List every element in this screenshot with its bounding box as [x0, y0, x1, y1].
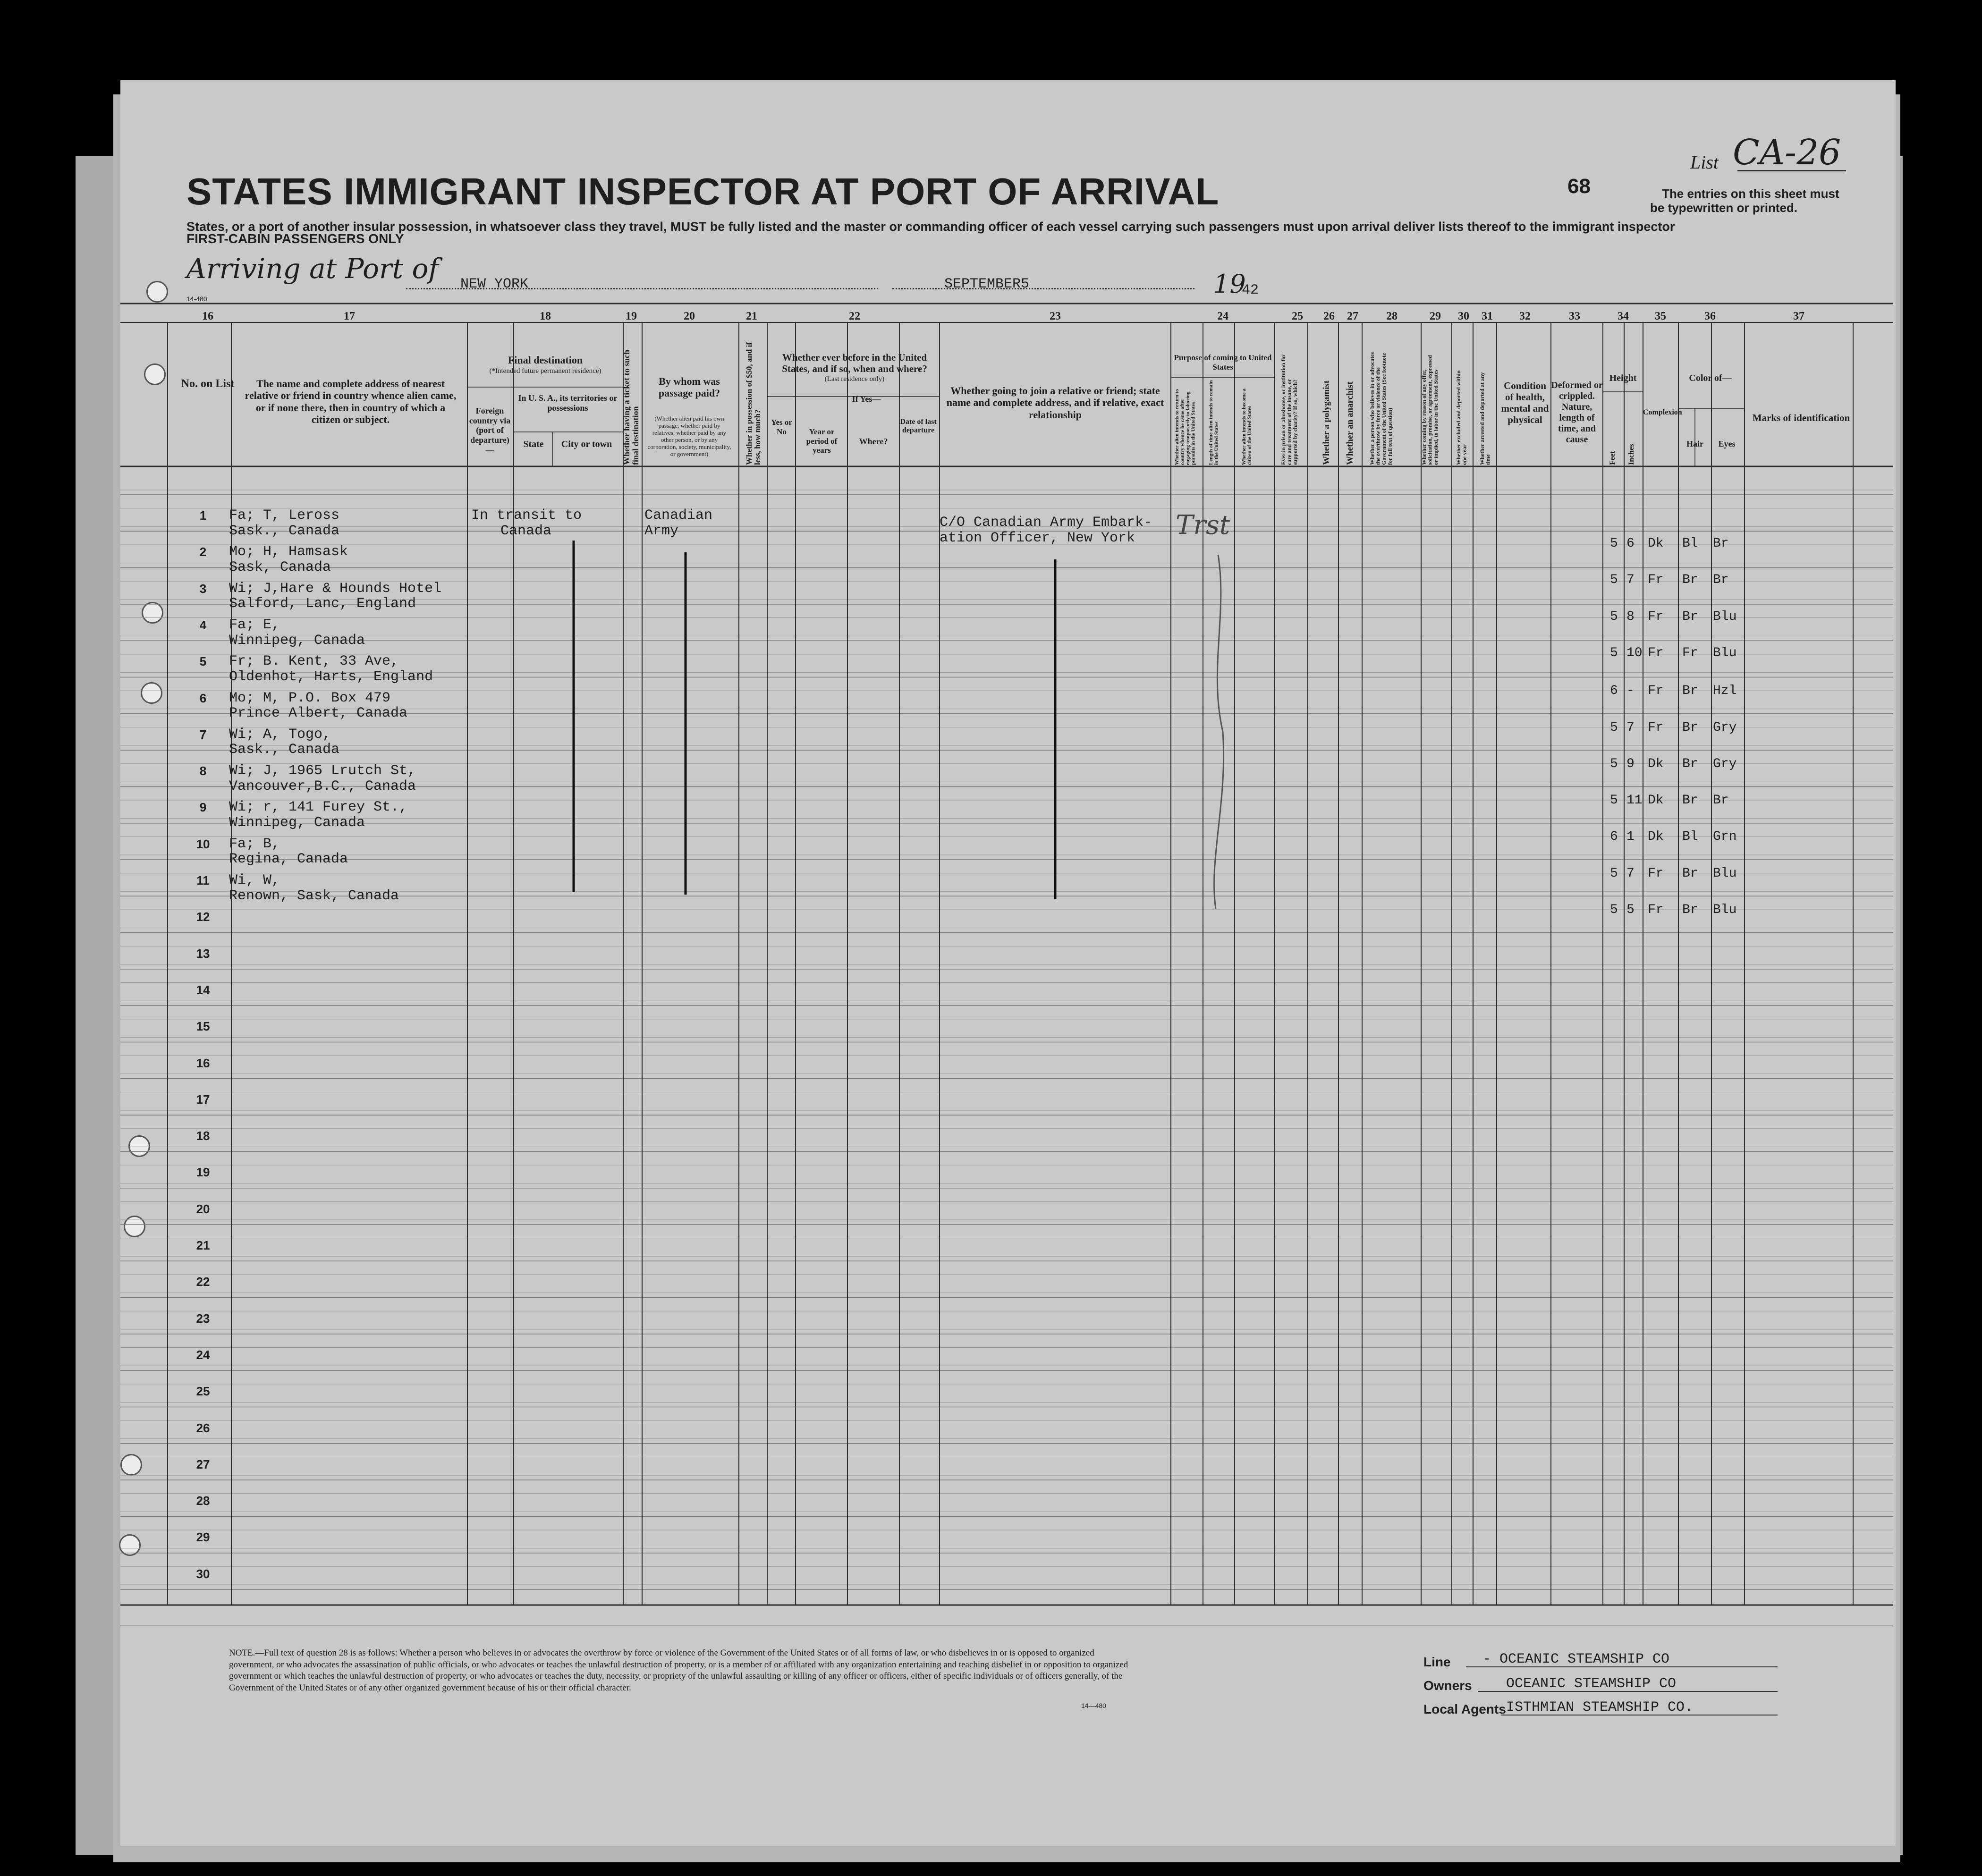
physical-hair: Br [1682, 903, 1698, 917]
agents-value: ISTHMIAN STEAMSHIP CO. [1506, 1699, 1694, 1715]
relative-line: Fa; B, [229, 836, 280, 852]
header-before: Whether ever before in the United States, and if so, when and where? [782, 352, 927, 375]
col-num-28: 28 [1386, 310, 1398, 322]
header-ticket: Whether having a ticket to such final destination [622, 349, 640, 465]
physical-inches: 6 [1626, 536, 1635, 551]
port-value: NEW YORK [460, 276, 529, 292]
owners-value: OCEANIC STEAMSHIP CO [1506, 1676, 1677, 1692]
footnote-q28: NOTE.—Full text of question 28 is as follows: Whether a person who believes in or advocates the overthrow by force or violence of the Government of the United States or of all forms of law, or who disbelieves in or is opposed to organized government, or who advocates the assassination of public officials, or who advocates or teaches the unlawful destruction of property, or is a member of or affiliated with any organization entertaining and teaching disbelief in or opposition to organized government or which teaches the unlawful destruction of property, or who advocates or teaches the duty, necessity, or propriety of the unlawful assaulting or killing of any officer or officers, either of specific individuals or of officers generally, of the Government of the United States or of any other organized government because of his or their official character. [229, 1648, 1128, 1693]
relative-line: Wi; A, Togo, [229, 726, 331, 743]
physical-eyes: Br [1713, 573, 1729, 588]
relative-line: Salford, Lanc, England [229, 596, 416, 612]
header-money: Whether in possession of $50, and if less, how much? [745, 342, 762, 465]
physical-inches: 8 [1626, 609, 1635, 624]
physical-feet: 5 [1610, 793, 1618, 808]
row-number: 2 [199, 545, 207, 559]
row-number: 25 [196, 1384, 210, 1399]
col-num-36: 36 [1704, 310, 1716, 322]
physical-feet: 5 [1610, 866, 1618, 881]
relative-line: Wi; J, 1965 Lrutch St, [229, 763, 416, 779]
row-number: 29 [196, 1530, 210, 1545]
header-marks: Marks of identification [1752, 412, 1850, 423]
relative-line: Fa; E, [229, 617, 280, 633]
relative-line: Sask., Canada [229, 523, 340, 539]
relative-line: Oldenhot, Harts, England [229, 668, 433, 685]
row-number: 26 [196, 1420, 210, 1435]
physical-feet: 5 [1610, 645, 1618, 660]
row-number: 9 [199, 800, 207, 815]
row-number: 13 [196, 946, 210, 961]
physical-eyes: Blu [1713, 866, 1737, 881]
header-q31: Whether arrested and deported at any time [1479, 372, 1491, 465]
relative-line: Sask, Canada [229, 559, 331, 575]
col-num-22: 22 [849, 310, 860, 322]
row-number: 12 [196, 910, 210, 924]
joining-line-1: C/O Canadian Army Embark- [940, 515, 1152, 531]
header-final-destination: Final destination [508, 354, 583, 366]
col-num-18: 18 [540, 310, 551, 322]
row-number: 4 [199, 617, 207, 632]
relative-line: Sask., Canada [229, 742, 340, 758]
relative-line: Fr; B. Kent, 33 Ave, [229, 653, 399, 670]
physical-hair: Br [1682, 793, 1698, 808]
physical-feet: 6 [1610, 684, 1618, 699]
header-if-yes: If Yes— [852, 394, 881, 404]
header-eyes: Eyes [1718, 439, 1736, 448]
physical-feet: 5 [1610, 573, 1618, 588]
header-purpose-b: Length of time alien intends to remain in the United States [1208, 380, 1220, 465]
physical-inches: 10 [1626, 645, 1643, 660]
row-number: 18 [196, 1129, 210, 1143]
arriving-label: Arriving at Port of [186, 253, 439, 285]
physical-eyes: Hzl [1713, 684, 1737, 699]
physical-complexion: Fr [1648, 573, 1664, 588]
row-number: 3 [199, 581, 207, 596]
header-date-last: Date of last departure [900, 418, 937, 435]
row-number: 19 [196, 1165, 210, 1180]
header-hair: Hair [1686, 439, 1703, 448]
col-num-24: 24 [1217, 310, 1228, 322]
purpose-handwritten: Trst [1176, 510, 1230, 541]
physical-feet: 5 [1610, 756, 1618, 771]
form-code-top: 14-480 [186, 295, 207, 303]
header-final-destination-note: (*Intended future permanent residence) [489, 367, 601, 375]
physical-complexion: Dk [1648, 793, 1664, 808]
header-state: State [523, 439, 544, 449]
header-in-usa: In U. S. A., its territories or possessions [518, 393, 618, 413]
col-num-27: 27 [1347, 310, 1358, 322]
col-num-32: 32 [1519, 310, 1531, 322]
row-number: 10 [196, 837, 210, 851]
physical-hair: Bl [1682, 829, 1698, 845]
relative-line: Mo; H, Hamsask [229, 544, 348, 560]
physical-eyes: Grn [1713, 829, 1737, 845]
page-title: STATES IMMIGRANT INSPECTOR AT PORT OF ARRIVAL [186, 170, 1220, 212]
header-joining: Whether going to join a relative or friend; state name and complete address, and if relative, exact relationship [946, 385, 1164, 421]
physical-inches: 1 [1626, 829, 1635, 845]
date-value: SEPTEMBER5 [944, 276, 1030, 292]
row-number: 11 [196, 873, 210, 887]
relative-line: Fa; T, Leross [229, 507, 340, 524]
passage-line-2: Army [644, 523, 679, 539]
physical-hair: Bl [1682, 536, 1698, 551]
relative-line: Wi, W, [229, 872, 280, 888]
relative-line: Wi; J,Hare & Hounds Hotel [229, 580, 442, 597]
relative-line: Renown, Sask, Canada [229, 887, 399, 904]
col-num-23: 23 [1050, 310, 1061, 322]
col-num-25: 25 [1292, 310, 1303, 322]
col-num-16: 16 [202, 310, 213, 322]
header-city: City or town [561, 439, 612, 449]
physical-inches: 9 [1626, 756, 1635, 771]
row-number: 16 [196, 1056, 210, 1070]
row-number: 21 [196, 1238, 210, 1252]
row-number: 6 [199, 691, 207, 705]
col-num-19: 19 [626, 310, 637, 322]
header-passage-note: (Whether alien paid his own passage, whether paid by relatives, whether paid by any other person, or by any corporation, society, municipality, or government) [647, 415, 731, 457]
relative-line: Prince Albert, Canada [229, 705, 408, 722]
physical-inches: 7 [1626, 573, 1635, 588]
row-number: 28 [196, 1494, 210, 1508]
physical-hair: Br [1682, 684, 1698, 699]
header-no-on-list: No. on List [181, 378, 235, 390]
typed-note-1: The entries on this sheet must [1662, 186, 1839, 201]
instruction-text: States, or a port of another insular possession, in whatsoever class they travel, MUST be fully listed and the master or commanding officer of each vessel carrying such passengers must upon arrival deliver lists thereof to the immigrant inspector [186, 220, 1675, 234]
row-number: 1 [199, 508, 207, 523]
physical-hair: Br [1682, 866, 1698, 881]
row-number: 20 [196, 1201, 210, 1216]
joining-line-2: ation Officer, New York [940, 530, 1135, 546]
physical-eyes: Br [1713, 793, 1729, 808]
relative-line: Winnipeg, Canada [229, 815, 365, 831]
sheet-number: 68 [1567, 175, 1591, 198]
physical-hair: Br [1682, 756, 1698, 771]
header-deformed: Deformed or crippled. Nature, length of time, and cause [1551, 380, 1603, 445]
physical-feet: 5 [1610, 720, 1618, 735]
header-year-period: Year or period of years [806, 427, 838, 455]
physical-complexion: Fr [1648, 866, 1664, 881]
physical-inches: - [1626, 684, 1635, 699]
physical-complexion: Fr [1648, 720, 1664, 735]
col-num-34: 34 [1618, 310, 1629, 322]
typed-note-2: be typewritten or printed. [1650, 201, 1798, 215]
row-number: 30 [196, 1566, 210, 1581]
physical-eyes: Br [1713, 536, 1729, 551]
col-num-29: 29 [1430, 310, 1441, 322]
form-code-bottom: 14—480 [1081, 1702, 1106, 1709]
physical-feet: 5 [1610, 609, 1618, 624]
header-inches: Inches [1627, 444, 1635, 465]
header-complexion: Complexion [1643, 408, 1682, 416]
col-num-17: 17 [344, 310, 355, 322]
physical-eyes: Blu [1713, 609, 1737, 624]
relative-line: Wi; r, 141 Furey St., [229, 799, 408, 816]
physical-eyes: Gry [1713, 720, 1737, 735]
col-num-20: 20 [684, 310, 695, 322]
physical-hair: Br [1682, 720, 1698, 735]
header-height: Height [1609, 373, 1637, 383]
header-polygamist: Whether a polygamist [1321, 380, 1331, 465]
header-q28: Whether a person who believes in or advocates the overthrow by force or violence of the Government of the United States (See footnote for full text of question) [1369, 352, 1393, 465]
header-color-of: Color of— [1689, 373, 1732, 383]
physical-eyes: Gry [1713, 756, 1737, 771]
list-value: CA-26 [1733, 132, 1841, 173]
physical-complexion: Dk [1648, 829, 1664, 845]
header-feet: Feet [1609, 451, 1617, 465]
physical-complexion: Fr [1648, 903, 1664, 917]
header-relative: The name and complete address of nearest relative or friend in country whence alien came, or if none there, then in country of which a citizen or subject. [245, 378, 457, 425]
row-number: 22 [196, 1275, 210, 1289]
col-num-33: 33 [1569, 310, 1580, 322]
col-num-31: 31 [1482, 310, 1493, 322]
physical-complexion: Dk [1648, 756, 1664, 771]
header-anarchist: Whether an anarchist [1345, 381, 1355, 465]
row-number: 23 [196, 1311, 210, 1326]
year-suffix: 42 [1242, 282, 1259, 298]
line-value: - OCEANIC STEAMSHIP CO [1482, 1651, 1670, 1667]
relative-line: Regina, Canada [229, 851, 348, 868]
physical-feet: 5 [1610, 903, 1618, 917]
relative-line: Mo; M, P.O. Box 479 [229, 690, 391, 706]
physical-inches: 7 [1626, 866, 1635, 881]
physical-feet: 5 [1610, 536, 1618, 551]
physical-complexion: Fr [1648, 645, 1664, 660]
relative-line: Winnipeg, Canada [229, 632, 365, 649]
header-before-note: (Last residence only) [824, 375, 885, 383]
list-label: List [1690, 152, 1719, 173]
col-num-21: 21 [746, 310, 757, 322]
owners-label: Owners [1423, 1678, 1472, 1693]
physical-eyes: Blu [1713, 903, 1737, 917]
agents-label: Local Agents [1423, 1702, 1506, 1716]
destination-line-1: In transit to [471, 507, 582, 524]
physical-complexion: Fr [1648, 609, 1664, 624]
header-health: Condition of health, mental and physical [1501, 380, 1549, 426]
header-prison: Ever in prison or almshouse, or institution for care and treatment of the insane, or supported by charity? If so, which? [1280, 354, 1299, 465]
header-passage: By whom was passage paid? [658, 375, 720, 399]
passage-line-1: Canadian [644, 507, 713, 524]
header-foreign-country: Foreign country via (port of departure)— [469, 406, 511, 455]
row-number: 24 [196, 1347, 210, 1362]
header-purpose: Purpose of coming to United States [1174, 353, 1272, 372]
row-number: 5 [199, 654, 207, 669]
physical-complexion: Dk [1648, 536, 1664, 551]
row-number: 17 [196, 1092, 210, 1107]
row-number: 14 [196, 982, 210, 997]
physical-inches: 7 [1626, 720, 1635, 735]
physical-hair: Br [1682, 609, 1698, 624]
physical-inches: 11 [1626, 793, 1643, 808]
header-yes-no: Yes or No [771, 418, 792, 436]
relative-line: Vancouver,B.C., Canada [229, 778, 416, 794]
header-purpose-c: Whether alien intends to become a citizen of the United States [1241, 388, 1253, 465]
physical-hair: Fr [1682, 645, 1698, 660]
physical-inches: 5 [1626, 903, 1635, 917]
year-prefix: 19 [1213, 269, 1246, 299]
header-q29: Whether coming by reason of any offer, solicitation, promise, or agreement, expressed or implied, to labor in the United States [1421, 355, 1440, 465]
col-num-35: 35 [1655, 310, 1666, 322]
col-num-30: 30 [1458, 310, 1469, 322]
physical-eyes: Blu [1713, 645, 1737, 660]
header-where: Where? [859, 437, 888, 446]
header-purpose-a: Whether alien intends to return to country whence he came after engaging temporarily in laboring pursuits in the United States [1174, 389, 1196, 465]
destination-line-2: Canada [500, 523, 552, 539]
physical-complexion: Fr [1648, 684, 1664, 699]
row-number: 27 [196, 1457, 210, 1471]
physical-hair: Br [1682, 573, 1698, 588]
header-q30: Whether excluded and deported within one year [1455, 370, 1468, 465]
row-number: 8 [199, 764, 207, 778]
row-number: 7 [199, 727, 207, 742]
row-number: 15 [196, 1019, 210, 1034]
col-num-37: 37 [1793, 310, 1804, 322]
col-num-26: 26 [1323, 310, 1335, 322]
class-line: FIRST-CABIN PASSENGERS ONLY [186, 231, 404, 246]
physical-feet: 6 [1610, 829, 1618, 845]
line-label: Line [1423, 1655, 1451, 1669]
